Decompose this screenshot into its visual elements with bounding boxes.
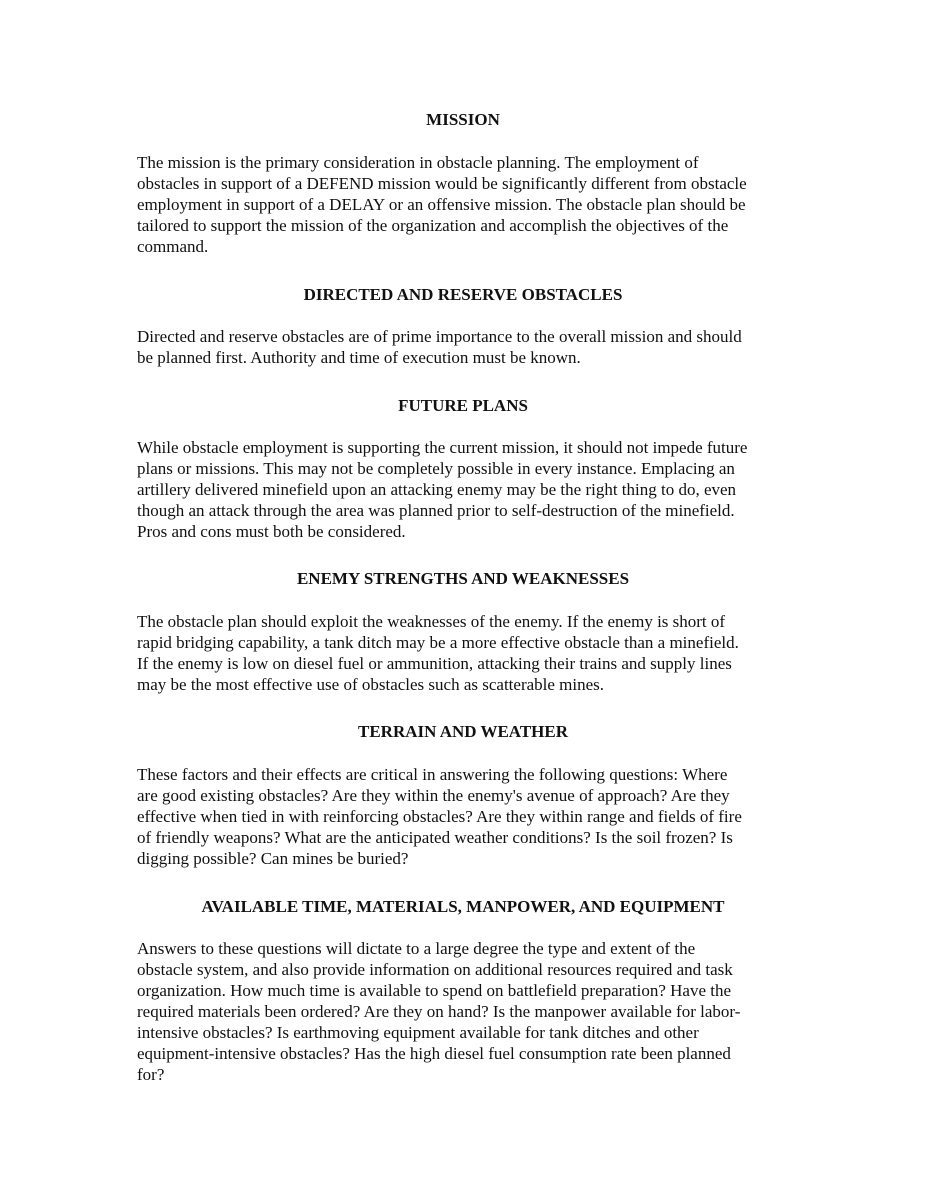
text-line: command. (137, 237, 209, 256)
text-line: artillery delivered minefield upon an attacking enemy may be the right thing to do, even (137, 480, 737, 499)
text-line: employment in support of a DELAY or an offensive mission. The obstacle plan should be (137, 195, 746, 214)
section-paragraph-directed-reserve (137, 326, 797, 368)
section-paragraph-terrain-weather (137, 764, 797, 869)
text-line: If the enemy is low on diesel fuel or ammunition, attacking their trains and supply lines (137, 654, 732, 673)
text-line: obstacles in support of a DEFEND mission would be significantly different from obstacle (137, 174, 747, 193)
section-paragraph-mission (137, 152, 797, 257)
text-line: obstacle system, and also provide information on additional resources required and task (137, 960, 733, 979)
text-line: The obstacle plan should exploit the weaknesses of the enemy. If the enemy is short of (137, 612, 726, 631)
section-paragraph-enemy-strengths (137, 611, 797, 695)
text-line: These factors and their effects are critical in answering the following questions: Where (137, 765, 728, 784)
section-heading-available-resources: AVAILABLE TIME, MATERIALS, MANPOWER, AND EQUIPMENT (201, 897, 725, 916)
text-line: The mission is the primary consideration in obstacle planning. The employment of (137, 153, 699, 172)
text-line: though an attack through the area was planned prior to self-destruction of the minefield. (137, 501, 735, 520)
text-line: Directed and reserve obstacles are of prime importance to the overall mission and should (137, 327, 742, 346)
text-line: organization. How much time is available to spend on battlefield preparation? Have the (137, 981, 732, 1000)
text-line: required materials been ordered? Are they on hand? Is the manpower available for labor- (137, 1002, 741, 1021)
text-line: digging possible? Can mines be buried? (137, 849, 409, 868)
text-line: rapid bridging capability, a tank ditch may be a more effective obstacle than a minefield. (137, 633, 739, 652)
text-line: plans or missions. This may not be completely possible in every instance. Emplacing an (137, 459, 735, 478)
text-line: equipment-intensive obstacles? Has the high diesel fuel consumption rate been planned (137, 1044, 731, 1063)
text-line: be planned first. Authority and time of execution must be known. (137, 348, 581, 367)
section-paragraph-available-resources (137, 938, 797, 1085)
text-line: Pros and cons must both be considered. (137, 522, 406, 541)
text-line: tailored to support the mission of the organization and accomplish the objectives of the (137, 216, 729, 235)
text-line: for? (137, 1065, 165, 1084)
section-heading-enemy-strengths: ENEMY STRENGTHS AND WEAKNESSES (296, 569, 630, 588)
section-paragraph-future-plans (137, 437, 797, 542)
text-line: Answers to these questions will dictate to a large degree the type and extent of the (137, 939, 696, 958)
text-line: may be the most effective use of obstacles such as scatterable mines. (137, 675, 605, 694)
section-heading-directed-reserve: DIRECTED AND RESERVE OBSTACLES (303, 285, 623, 304)
text-line: effective when tied in with reinforcing obstacles? Are they within range and fields of fire (137, 807, 742, 826)
text-line: While obstacle employment is supporting the current mission, it should not impede future (137, 438, 748, 457)
section-heading-mission: MISSION (426, 110, 500, 129)
text-line: are good existing obstacles? Are they within the enemy's avenue of approach? Are they (137, 786, 730, 805)
section-heading-terrain-weather: TERRAIN AND WEATHER (357, 722, 569, 741)
text-line: intensive obstacles? Is earthmoving equipment available for tank ditches and other (137, 1023, 699, 1042)
section-heading-future-plans: FUTURE PLANS (398, 396, 528, 415)
text-line: of friendly weapons? What are the anticipated weather conditions? Is the soil frozen? Is (137, 828, 733, 847)
